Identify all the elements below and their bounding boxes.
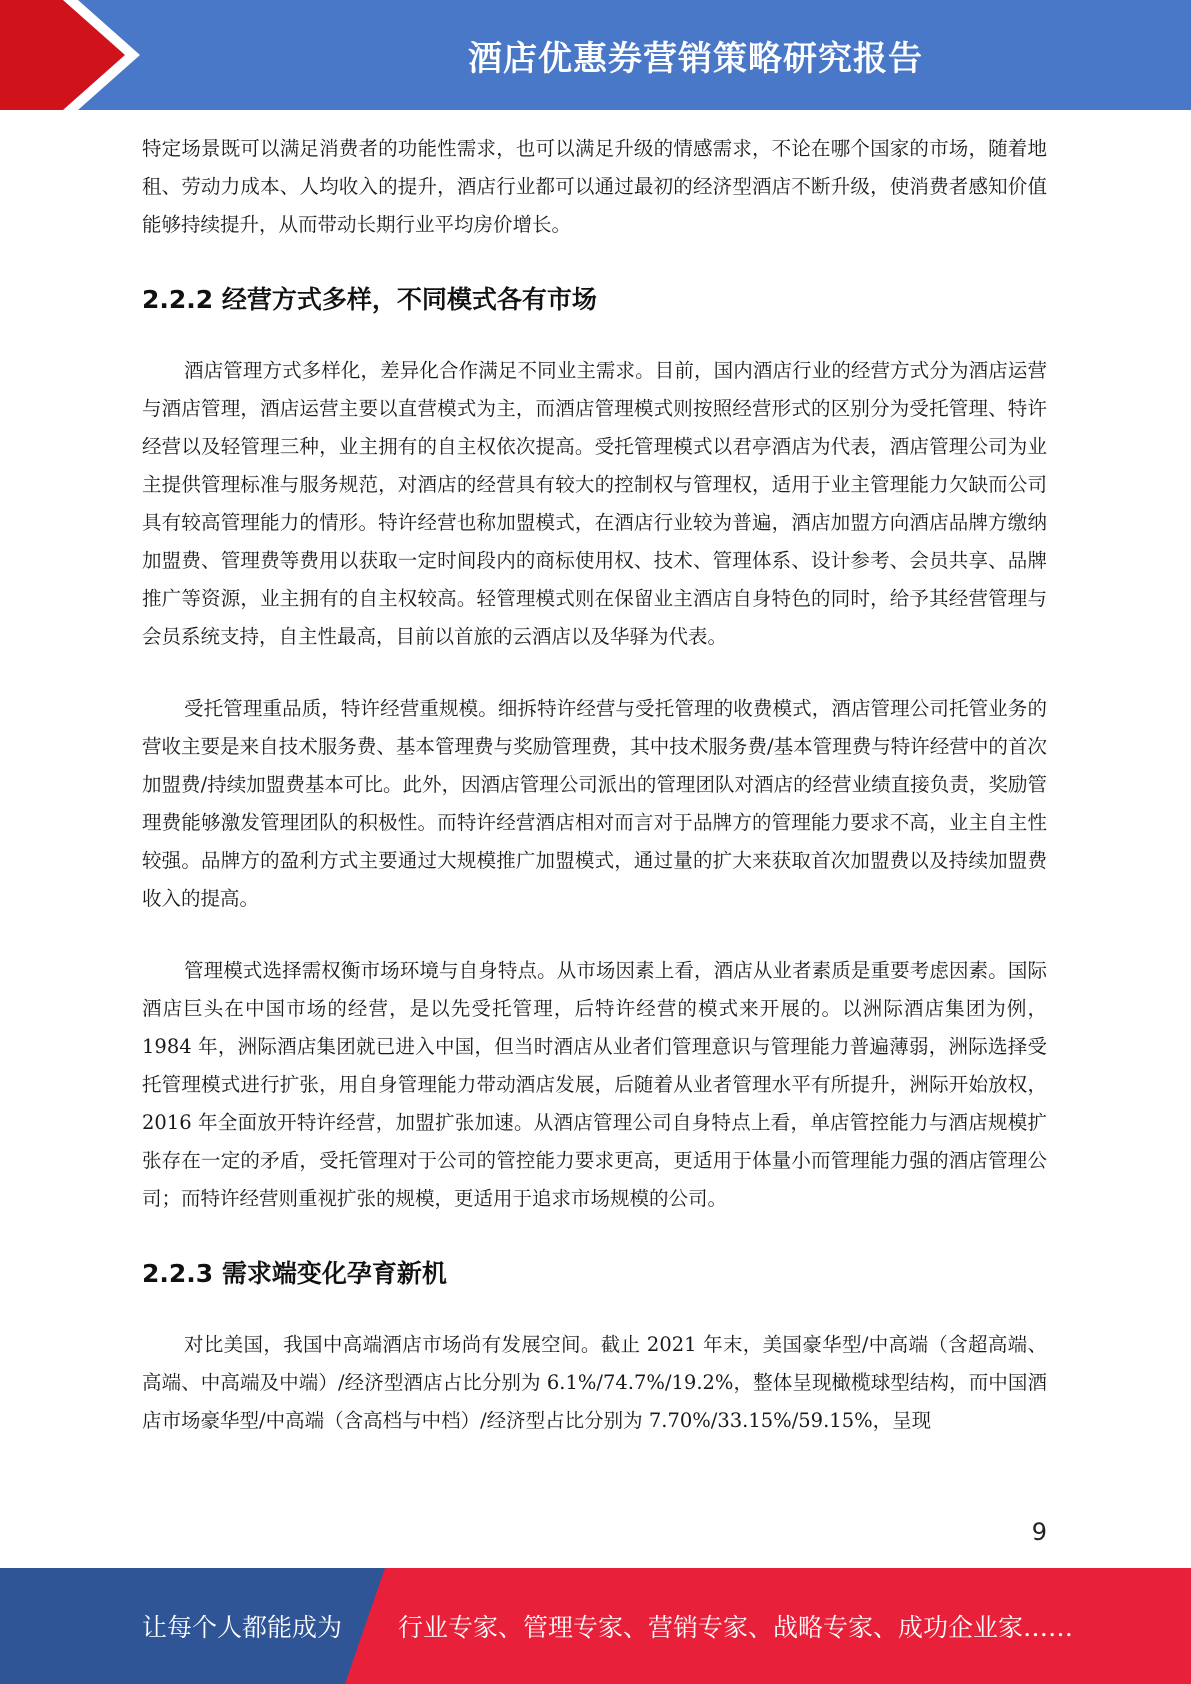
header-arrow-decoration [0,0,200,110]
footer-slogan-left: 让每个人都能成为 [142,1613,343,1642]
footer-banner [0,1568,1191,1684]
document-title: 酒店优惠券营销策略研究报告 [468,38,923,79]
page-number: 9 [1031,1518,1047,1546]
header-banner [0,0,1191,110]
paragraph: 酒店管理方式多样化，差异化合作满足不同业主需求。目前，国内酒店行业的经营方式分为酒店运营与酒店管理，酒店运营主要以直营模式为主，而酒店管理模式则按照经营形式的区别分为受托管理、特许经营以及轻管理三种，业主拥有的自主权依次提高。受托管理模式以君亭酒店为代表，酒店管理公司为业主提供管理标准与服务规范，对酒店的经营具有较大的控制权与管理权，适用于业主管理能力欠缺而公司具有较高管理能力的情形。特许经营也称加盟模式，在酒店行业较为普遍，酒店加盟方向酒店品牌方缴纳加盟费、管理费等费用以获取一定时间段内的商标使用权、技术、管理体系、设计参考、会员共享、品牌推广等资源，业主拥有的自主权较高。轻管理模式则在保留业主酒店自身特色的同时，给予其经营管理与会员系统支持，自主性最高，目前以首旅的云酒店以及华驿为代表。 [142,359,1047,648]
paragraph: 管理模式选择需权衡市场环境与自身特点。从市场因素上看，酒店从业者素质是重要考虑因素。国际酒店巨头在中国市场的经营，是以先受托管理，后特许经营的模式来开展的。以洲际酒店集团为例，1984 年，洲际酒店集团就已进入中国，但当时酒店从业者们管理意识与管理能力普遍薄弱，洲际选择受托管理模式进行扩张，用自身管理能力带动酒店发展，后随着从业者管理水平有所提升，洲际开始放权，2016 年全面放开特许经营，加盟扩张加速。从酒店管理公司自身特点上看，单店管控能力与酒店规模扩张存在一定的矛盾，受托管理对于公司的管控能力要求更高，更适用于体量小而管理能力强的酒店管理公司；而特许经营则重视扩张的规模，更适用于追求市场规模的公司。 [142,959,1047,1210]
footer-slogan-right: 行业专家、管理专家、营销专家、战略专家、成功企业家…… [398,1613,1074,1642]
paragraph: 对比美国，我国中高端酒店市场尚有发展空间。截止 2021 年末，美国豪华型/中高端（含超高端、高端、中高端及中端）/经济型酒店占比分别为 6.1%/74.7%/19.2%，整体呈现橄榄球型结构，而中国酒店市场豪华型/中高端（含高档与中档）/经济型占比分别为 7.70%/33.15%/59.15%，呈现 [142,1333,1047,1432]
paragraph: 受托管理重品质，特许经营重规模。细拆特许经营与受托管理的收费模式，酒店管理公司托管业务的营收主要是来自技术服务费、基本管理费与奖励管理费，其中技术服务费/基本管理费与特许经营中的首次加盟费/持续加盟费基本可比。此外，因酒店管理公司派出的管理团队对酒店的经营业绩直接负责，奖励管理费能够激发管理团队的积极性。而特许经营酒店相对而言对于品牌方的管理能力要求不高，业主自主性较强。品牌方的盈利方式主要通过大规模推广加盟模式，通过量的扩大来获取首次加盟费以及持续加盟费收入的提高。 [142,697,1047,910]
intro-paragraph: 特定场景既可以满足消费者的功能性需求，也可以满足升级的情感需求，不论在哪个国家的市场，随着地租、劳动力成本、人均收入的提升，酒店行业都可以通过最初的经济型酒店不断升级，使消费者感知价值能够持续提升，从而带动长期行业平均房价增长。 [142,137,1047,236]
section-heading-2-2-2: 2.2.2 经营方式多样，不同模式各有市场 [142,285,597,314]
section-heading-2-2-3: 2.2.3 需求端变化孕育新机 [142,1259,447,1288]
document-body [142,130,1047,1440]
